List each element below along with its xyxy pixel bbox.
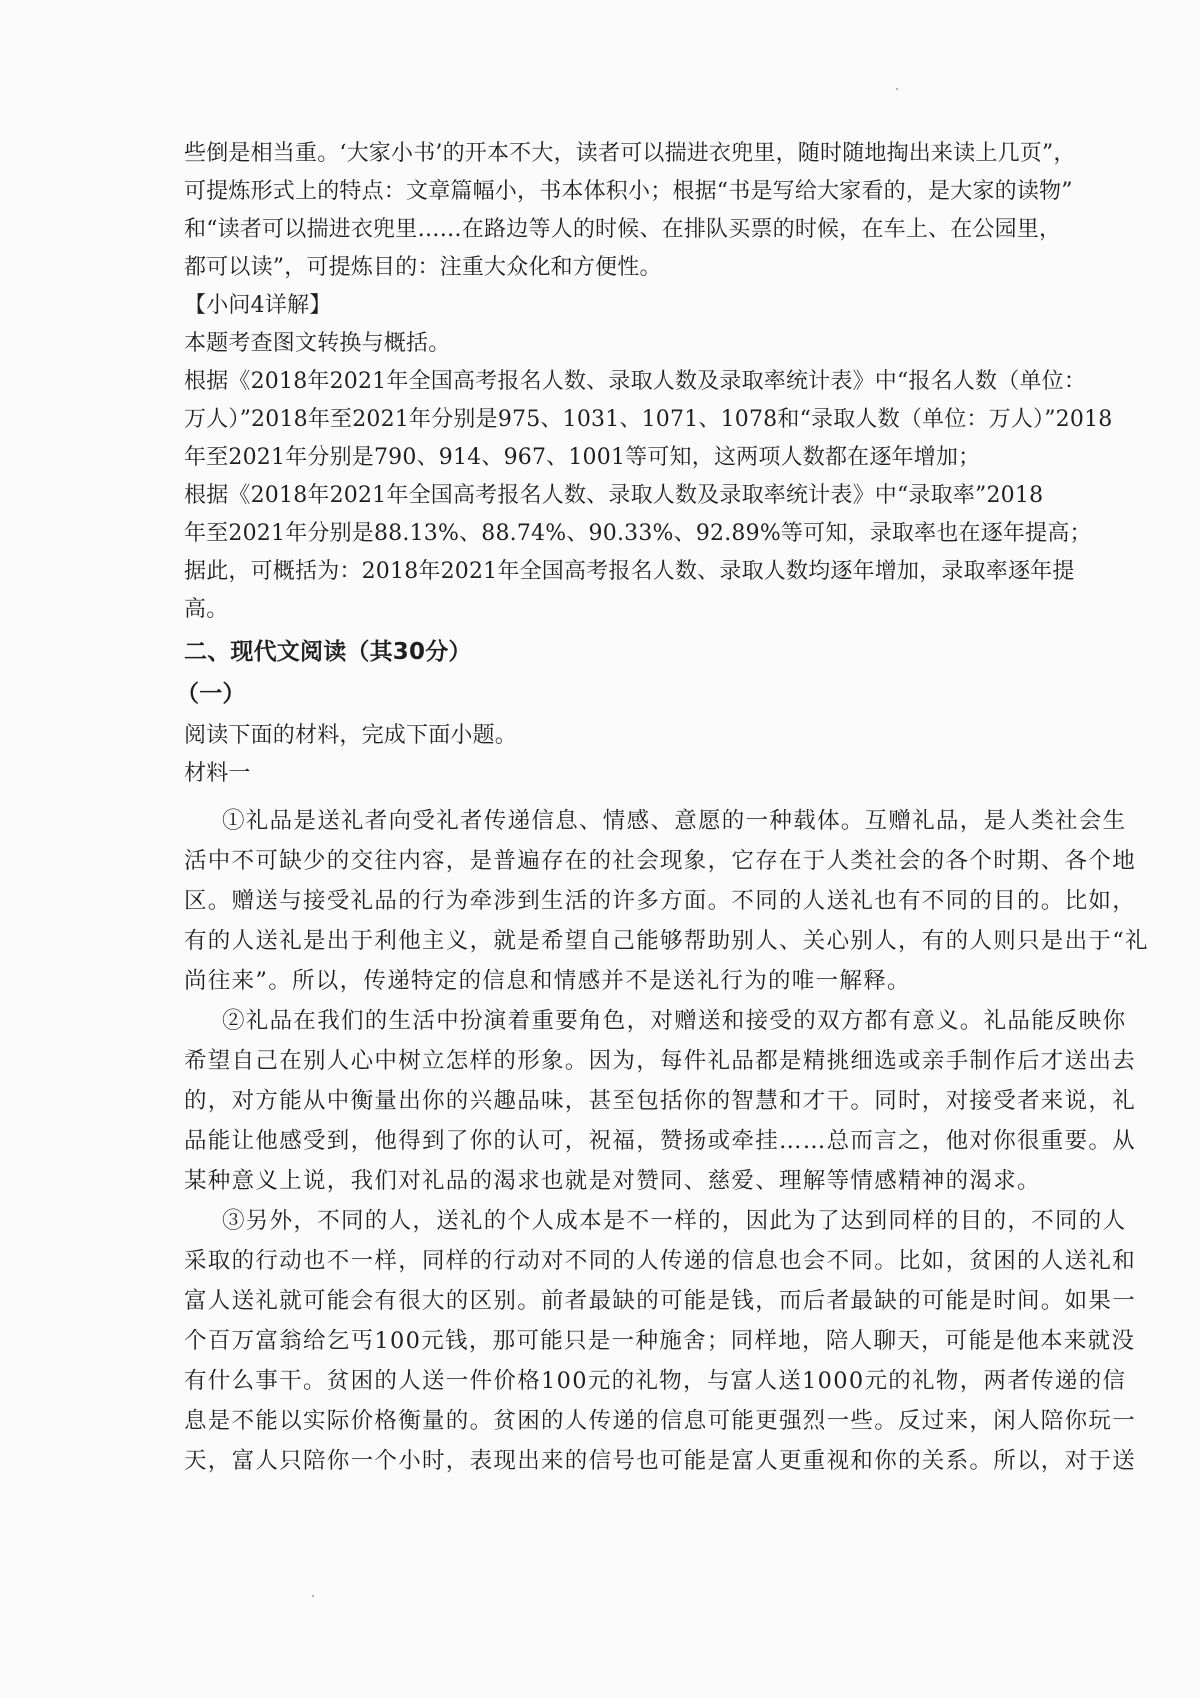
page-content xyxy=(176,135,1149,1481)
passage-line: 某种意义上说，我们对礼品的渴求也就是对赞同、慈爱、理解等情感精神的渴求。 xyxy=(184,1168,1041,1194)
explanation-line: 根据《2018年2021年全国高考报名人数、录取人数及录取率统计表》中“录取率”2018 xyxy=(184,483,1044,508)
scan-speck xyxy=(896,88,898,90)
answer-explanation xyxy=(184,135,1113,629)
scan-speck xyxy=(312,1595,314,1597)
passage-line: 区。赠送与接受礼品的行为牵涉到生活的许多方面。不同的人送礼也有不同的目的。比如， xyxy=(184,888,1137,914)
explanation-line: 【小问4详解】 xyxy=(184,293,332,318)
passage-line: 希望自己在别人心中树立怎样的形象。因为，每件礼品都是精挑细选或亲手制作后才送出去 xyxy=(184,1048,1137,1074)
reading-instruction: 阅读下面的材料，完成下面小题。 xyxy=(184,723,518,748)
passage-line: 品能让他感受到，他得到了你的认可，祝福，赞扬或牵挂……总而言之，他对你很重要。从 xyxy=(184,1128,1137,1154)
reading-passage xyxy=(184,801,1149,1481)
passage-line: ②礼品在我们的生活中扮演着重要角色，对赠送和接受的双方都有意义。礼品能反映你 xyxy=(222,1008,1127,1034)
passage-line: 个百万富翁给乞丐100元钱，那可能只是一种施舍；同样地，陪人聊天，可能是他本来就没 xyxy=(184,1328,1136,1354)
section-title: 二、现代文阅读（其30分） xyxy=(184,639,472,665)
passage-paragraph xyxy=(184,801,1149,1001)
explanation-line: 和“读者可以揣进衣兜里……在路边等人的时候、在排队买票的时候，在车上、在公园里， xyxy=(184,217,1062,242)
explanation-line: 年至2021年分别是790、914、967、1001等可知，这两项人数都在逐年增加； xyxy=(184,445,981,470)
passage-line: 采取的行动也不一样，同样的行动对不同的人传递的信息也会不同。比如，贫困的人送礼和 xyxy=(184,1248,1137,1274)
explanation-line: 些倒是相当重。‘大家小书’的开本不大，读者可以揣进衣兜里，随时随地掏出来读上几页”， xyxy=(184,141,1076,166)
material-label: 材料一 xyxy=(184,761,251,786)
passage-line: 富人送礼就可能会有很大的区别。前者最缺的可能是钱，而后者最缺的可能是时间。如果一 xyxy=(184,1288,1137,1314)
explanation-line: 高。 xyxy=(184,597,229,622)
explanation-line: 万人）”2018年至2021年分别是975、1031、1071、1078和“录取人数（单位：万人）”2018 xyxy=(184,407,1113,432)
passage-line: 有的人送礼是出于利他主义，就是希望自己能够帮助别人、关心别人，有的人则只是出于“礼 xyxy=(184,928,1149,954)
explanation-line: 年至2021年分别是88.13%、88.74%、90.33%、92.89%等可知，录取率也在逐年提高； xyxy=(184,521,1092,546)
explanation-line: 根据《2018年2021年全国高考报名人数、录取人数及录取率统计表》中“报名人数（单位： xyxy=(184,369,1087,394)
explanation-line: 都可以读”，可提炼目的：注重大众化和方便性。 xyxy=(184,255,662,280)
subsection-title: （一） xyxy=(176,681,246,707)
passage-line: 活中不可缺少的交往内容，是普遍存在的社会现象，它存在于人类社会的各个时期、各个地 xyxy=(184,848,1137,874)
passage-line: 息是不能以实际价格衡量的。贫困的人传递的信息可能更强烈一些。反过来，闲人陪你玩一 xyxy=(184,1408,1137,1434)
explanation-line: 本题考查图文转换与概括。 xyxy=(184,331,451,356)
passage-paragraph xyxy=(184,1001,1137,1201)
passage-line: ①礼品是送礼者向受礼者传递信息、情感、意愿的一种载体。互赠礼品，是人类社会生 xyxy=(222,808,1127,834)
passage-paragraph xyxy=(184,1201,1137,1481)
passage-line: 有什么事干。贫困的人送一件价格100元的礼物，与富人送1000元的礼物，两者传递的信 xyxy=(184,1368,1127,1394)
explanation-line: 据此，可概括为：2018年2021年全国高考报名人数、录取人数均逐年增加，录取率逐年提 xyxy=(184,559,1075,584)
passage-line: 的，对方能从中衡量出你的兴趣品味，甚至包括你的智慧和才干。同时，对接受者来说，礼 xyxy=(184,1088,1137,1114)
passage-line: ③另外，不同的人，送礼的个人成本是不一样的，因此为了达到同样的目的，不同的人 xyxy=(222,1208,1127,1234)
passage-line: 天，富人只陪你一个小时，表现出来的信号也可能是富人更重视和你的关系。所以，对于送 xyxy=(184,1448,1137,1474)
passage-line: 尚往来”。所以，传递特定的信息和情感并不是送礼行为的唯一解释。 xyxy=(184,968,911,994)
explanation-line: 可提炼形式上的特点：文章篇幅小，书本体积小；根据“书是写给大家看的，是大家的读物” xyxy=(184,179,1073,204)
